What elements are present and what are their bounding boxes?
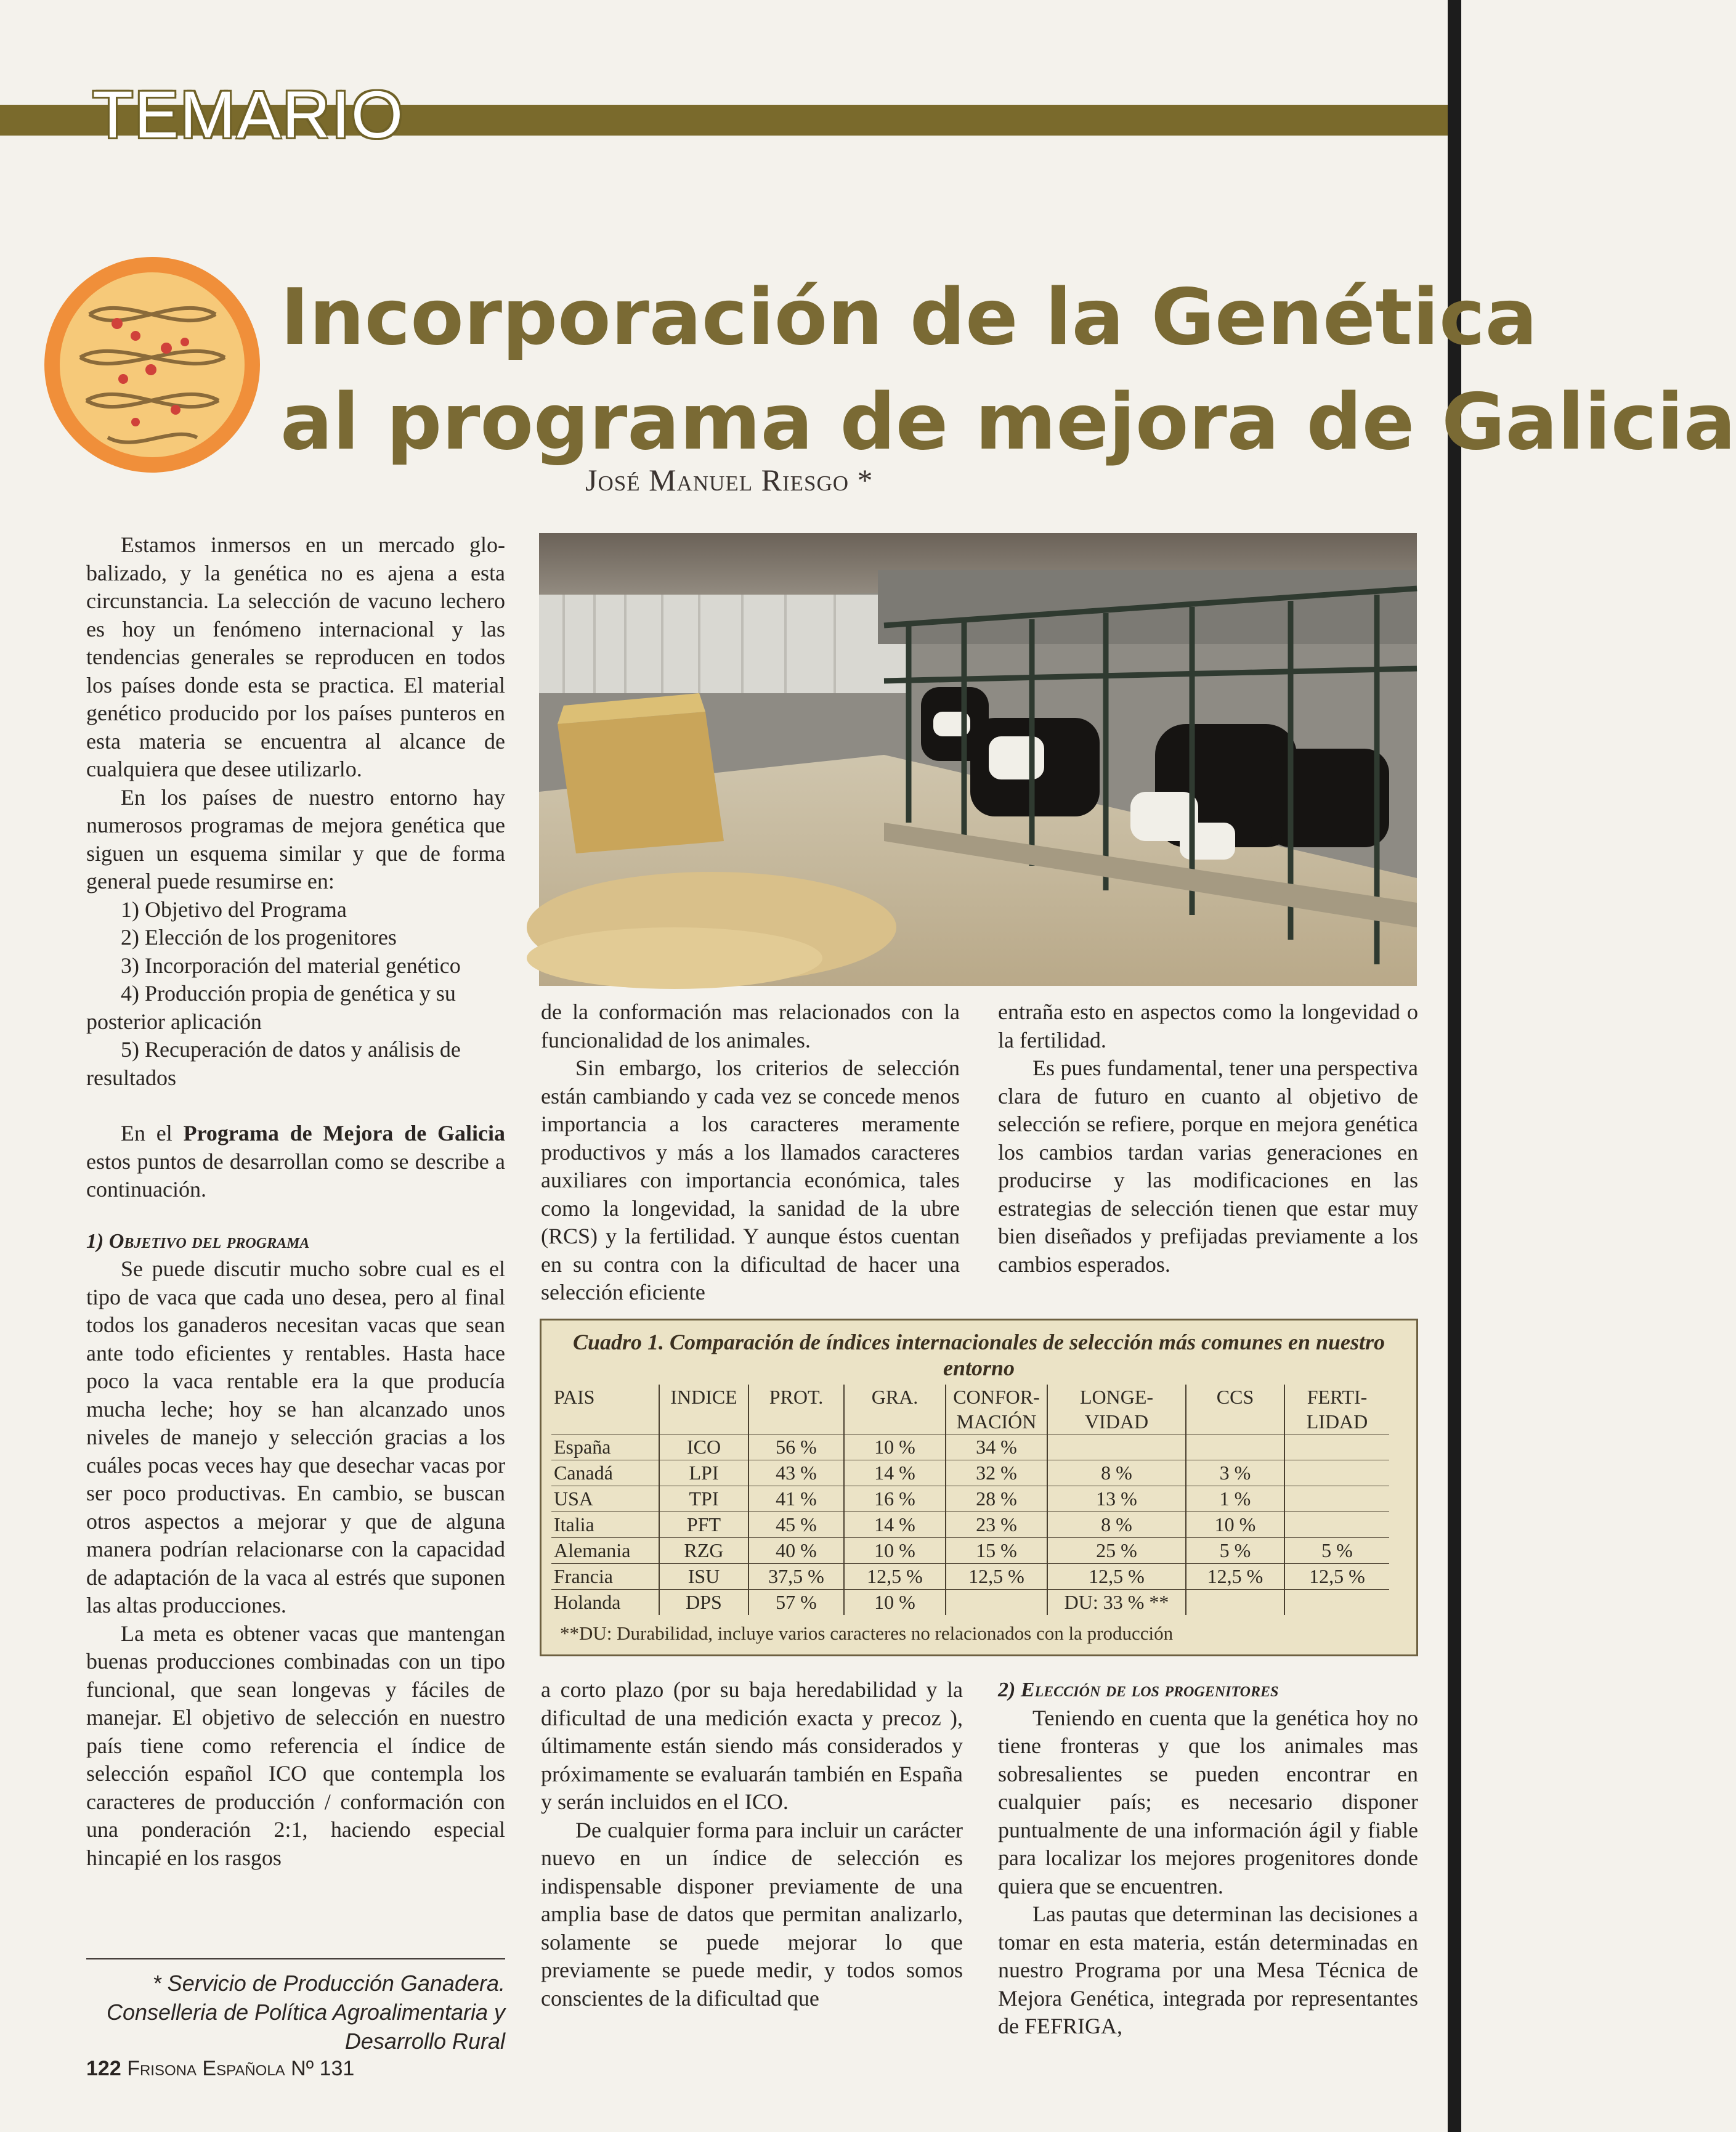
table-cell: Alemania bbox=[551, 1538, 659, 1564]
paragraph bbox=[86, 1120, 505, 1204]
list-item: resultados bbox=[86, 1065, 176, 1090]
table-cell: Holanda bbox=[551, 1590, 659, 1616]
list-item: 5) Recuperación de datos y análisis de bbox=[121, 1037, 461, 1062]
footnote-line: * Servicio de Producción Ganadera. bbox=[152, 1971, 505, 1996]
table-cell bbox=[1284, 1486, 1389, 1512]
table-cell: PFT bbox=[659, 1512, 748, 1538]
section-label: TEMARIO bbox=[92, 77, 405, 152]
footnote-line: Conselleria de Política Agroalimentaria y bbox=[107, 2000, 505, 2025]
paragraph: Se puede discutir mucho sobre cual es el tipo de vaca que cada uno desea, pero al final todos los ganaderos necesitan vacas que sean ante todo eficientes y rentables. Hasta hace poco la vaca rentable era la que producía mucha leche; hoy se han alcanzado unos niveles de manejo y selección gracias a los cuáles pocas veces hay que desechar vacas por ser poco productivas. En cambio, se buscan otros aspectos a mejorar y que de alguna manera podrían relacionarse con la capacidad de adaptación de la vaca al estrés que suponen las altas producciones. bbox=[86, 1256, 505, 1617]
list-item: 4) Producción propia de genética y su bbox=[121, 981, 456, 1006]
table-cell: 57 % bbox=[748, 1590, 844, 1616]
column-header: FERTI- LIDAD bbox=[1284, 1385, 1389, 1434]
issue-number: Nº 131 bbox=[291, 2057, 355, 2080]
table-cell: 28 % bbox=[946, 1486, 1047, 1512]
paragraph: Sin embargo, los criterios de selección están cambiando y cada vez se concede menos importancia a los caracteres meramente productivos y más a los llamados caracteres auxiliares con importancia económica, tales como la longevidad, la sanidad de la ubre (RCS) y la fertilidad. Y aunque éstos cuentan en su contra con la dificultad de hacer una selección eficiente bbox=[541, 1056, 960, 1304]
table-row bbox=[551, 1538, 1389, 1564]
column-header: PROT. bbox=[748, 1385, 844, 1434]
table-note: **DU: Durabilidad, incluye varios caracteres no relacionados con la producción bbox=[560, 1622, 1174, 1644]
column-2 bbox=[541, 998, 960, 1307]
subheading-objetivo: 1) Objetivo del programa bbox=[86, 1229, 310, 1253]
table-cell: LPI bbox=[659, 1460, 748, 1486]
table-cell bbox=[1284, 1434, 1389, 1460]
author-footnote bbox=[86, 1969, 505, 2056]
table-cell: 12,5 % bbox=[1047, 1564, 1186, 1590]
table-cell: 12,5 % bbox=[844, 1564, 946, 1590]
table-caption: Cuadro 1. Comparación de índices internacionales de selección más comunes en nuestro entorno bbox=[572, 1330, 1385, 1380]
table-cell: 14 % bbox=[844, 1512, 946, 1538]
list-item: 2) Elección de los progenitores bbox=[121, 925, 397, 950]
page-folio bbox=[86, 2057, 354, 2081]
column-header: INDICE bbox=[659, 1385, 748, 1434]
table-cell: DU: 33 % ** bbox=[1047, 1590, 1186, 1616]
column-5 bbox=[998, 1676, 1418, 2041]
table-cell bbox=[1284, 1512, 1389, 1538]
footnote-rule bbox=[86, 1958, 505, 1959]
table-cell: 10 % bbox=[844, 1590, 946, 1616]
table-cell: 5 % bbox=[1284, 1538, 1389, 1564]
title-line-2: al programa de mejora de Galicia bbox=[280, 376, 1736, 467]
table-cell: USA bbox=[551, 1486, 659, 1512]
column-header: CONFOR- MACIÓN bbox=[946, 1385, 1047, 1434]
table-cell: 37,5 % bbox=[748, 1564, 844, 1590]
dna-logo-icon bbox=[43, 256, 262, 474]
list-item: 3) Incorporación del material genético bbox=[121, 953, 461, 978]
table-cell: 8 % bbox=[1047, 1512, 1186, 1538]
paragraph: En los países de nuestro entorno hay numerosos programas de mejora genética que siguen un esquema similar y que de forma general puede resumirse en: bbox=[86, 784, 505, 893]
table-cell: 40 % bbox=[748, 1538, 844, 1564]
article-title bbox=[280, 265, 1736, 474]
table-row bbox=[551, 1460, 1389, 1486]
table-cell: 13 % bbox=[1047, 1486, 1186, 1512]
table-cell: ISU bbox=[659, 1564, 748, 1590]
paragraph: Es pues fundamental, tener una perspectiva clara de futuro en cuanto al objetivo de selección se refiere, porque en mejora genética los cambios tardan varias generaciones en producirse y las modificaciones en las estrategias de selección tienen que estar muy bien diseñados y prefijadas previamente a los cambios esperados. bbox=[998, 1056, 1418, 1277]
table-cell: 32 % bbox=[946, 1460, 1047, 1486]
program-steps-list bbox=[86, 896, 505, 1092]
footnote-line: Desarrollo Rural bbox=[344, 2028, 505, 2054]
paragraph: Estamos inmersos en un mercado globalizado, y la genética no es ajena a esta circunstancia. La selección de vacuno lechero es hoy un fenómeno internacional y las tendencias generales se reproducen en todos los países donde esta se practica. El material genético producido por los países punteros en esta materia se encuentra al alcance de cualquiera que desee utilizarlo. bbox=[86, 532, 505, 781]
table-cell: 12,5 % bbox=[946, 1564, 1047, 1590]
table-cell: DPS bbox=[659, 1590, 748, 1616]
table-cell: España bbox=[551, 1434, 659, 1460]
table-row bbox=[551, 1486, 1389, 1512]
table-box bbox=[540, 1319, 1418, 1656]
paragraph: de la conformación mas relacionados con la funcionalidad de los animales. bbox=[541, 999, 960, 1052]
paragraph: La meta es obtener vacas que mantengan buenas producciones combinadas con un tipo funcional, que sean longevas y fáciles de manejar. El objetivo de selección en nuestro país tiene como referencia el índice de selección español ICO que contempla los caracteres de producción / conformación con una ponderación 2:1, haciendo especial hincapié en los rasgos bbox=[86, 1621, 505, 1870]
table-cell: 10 % bbox=[844, 1434, 946, 1460]
table-cell: 10 % bbox=[844, 1538, 946, 1564]
table-cell: 25 % bbox=[1047, 1538, 1186, 1564]
table-cell bbox=[1047, 1434, 1186, 1460]
column-1 bbox=[86, 531, 505, 1872]
table-cell: 14 % bbox=[844, 1460, 946, 1486]
column-4 bbox=[541, 1676, 963, 2012]
table-cell: 5 % bbox=[1186, 1538, 1284, 1564]
table-row bbox=[551, 1564, 1389, 1590]
selection-index-table bbox=[551, 1385, 1389, 1615]
magazine-name: Frisona Española bbox=[127, 2057, 285, 2080]
paragraph: De cualquier forma para incluir un carácter nuevo en un índice de selección es indispensable disponer previamente de una amplia base de datos que permitan analizarlo, solamente se puede mejorar lo que previamente se puede medir, y todos somos conscientes de la dificultad que bbox=[541, 1817, 963, 2011]
column-header: CCS bbox=[1186, 1385, 1284, 1434]
table-cell: 8 % bbox=[1047, 1460, 1186, 1486]
table-cell bbox=[1186, 1590, 1284, 1616]
table-cell: 56 % bbox=[748, 1434, 844, 1460]
text-run: estos puntos de desarrollan como se describe a continuación. bbox=[86, 1149, 505, 1202]
table-cell: 34 % bbox=[946, 1434, 1047, 1460]
table-cell: 43 % bbox=[748, 1460, 844, 1486]
table-cell: 10 % bbox=[1186, 1512, 1284, 1538]
table-cell: 23 % bbox=[946, 1512, 1047, 1538]
table-row bbox=[551, 1590, 1389, 1616]
barn-cows-photo bbox=[539, 533, 1417, 986]
table-cell: 12,5 % bbox=[1186, 1564, 1284, 1590]
list-item: 1) Objetivo del Programa bbox=[121, 897, 347, 922]
table-cell: 3 % bbox=[1186, 1460, 1284, 1486]
table-cell bbox=[1284, 1590, 1389, 1616]
bold-text: Programa de Mejora de Galicia bbox=[183, 1121, 505, 1145]
column-3 bbox=[998, 998, 1418, 1279]
subheading-eleccion: 2) Elección de los progenitores bbox=[998, 1678, 1279, 1701]
table-cell bbox=[1284, 1460, 1389, 1486]
table-cell: TPI bbox=[659, 1486, 748, 1512]
column-header: PAIS bbox=[554, 1386, 595, 1408]
table-cell: 15 % bbox=[946, 1538, 1047, 1564]
table-header-row bbox=[551, 1385, 1389, 1434]
paragraph: Las pautas que determinan las decisiones a tomar en esta materia, están determinadas en nuestro Programa por una Mesa Técnica de Mejora Genética, integrada por representantes de FEFRIGA, bbox=[998, 1902, 1418, 2038]
table-cell bbox=[1186, 1434, 1284, 1460]
text-run: En el bbox=[121, 1121, 184, 1145]
table-cell: 12,5 % bbox=[1284, 1564, 1389, 1590]
author-byline bbox=[585, 462, 874, 498]
table-cell: ICO bbox=[659, 1434, 748, 1460]
title-line-1: Incorporación de la Genética bbox=[280, 272, 1538, 362]
paragraph: entraña esto en aspectos como la longevidad o la fertilidad. bbox=[998, 999, 1418, 1052]
paragraph: a corto plazo (por su baja heredabilidad y la dificultad de una medición exacta y precoz ), últimamente están siendo más considerados y próximamente se evaluarán también en España y serán incluidos en el ICO. bbox=[541, 1677, 963, 1814]
table-cell: RZG bbox=[659, 1538, 748, 1564]
table-cell: 16 % bbox=[844, 1486, 946, 1512]
table-row bbox=[551, 1434, 1389, 1460]
table-row bbox=[551, 1512, 1389, 1538]
table-cell: Italia bbox=[551, 1512, 659, 1538]
column-header: LONGE- VIDAD bbox=[1047, 1385, 1186, 1434]
paragraph: Teniendo en cuenta que la genética hoy no tiene fronteras y que los animales mas sobresalientes se pueden encontrar en cualquier país; es necesario disponer puntualmente de una información ágil y fiable para localizar los mejores progenitores donde quiera que se encuentren. bbox=[998, 1705, 1418, 1898]
table-cell: Canadá bbox=[551, 1460, 659, 1486]
page-number: 122 bbox=[86, 2057, 121, 2080]
table-cell: 45 % bbox=[748, 1512, 844, 1538]
author-name: José Manuel Riesgo * bbox=[585, 463, 874, 497]
table-cell: Francia bbox=[551, 1564, 659, 1590]
column-header: GRA. bbox=[844, 1385, 946, 1434]
table-cell bbox=[946, 1590, 1047, 1616]
table-cell: 41 % bbox=[748, 1486, 844, 1512]
list-item: posterior aplicación bbox=[86, 1009, 262, 1034]
table-cell: 1 % bbox=[1186, 1486, 1284, 1512]
